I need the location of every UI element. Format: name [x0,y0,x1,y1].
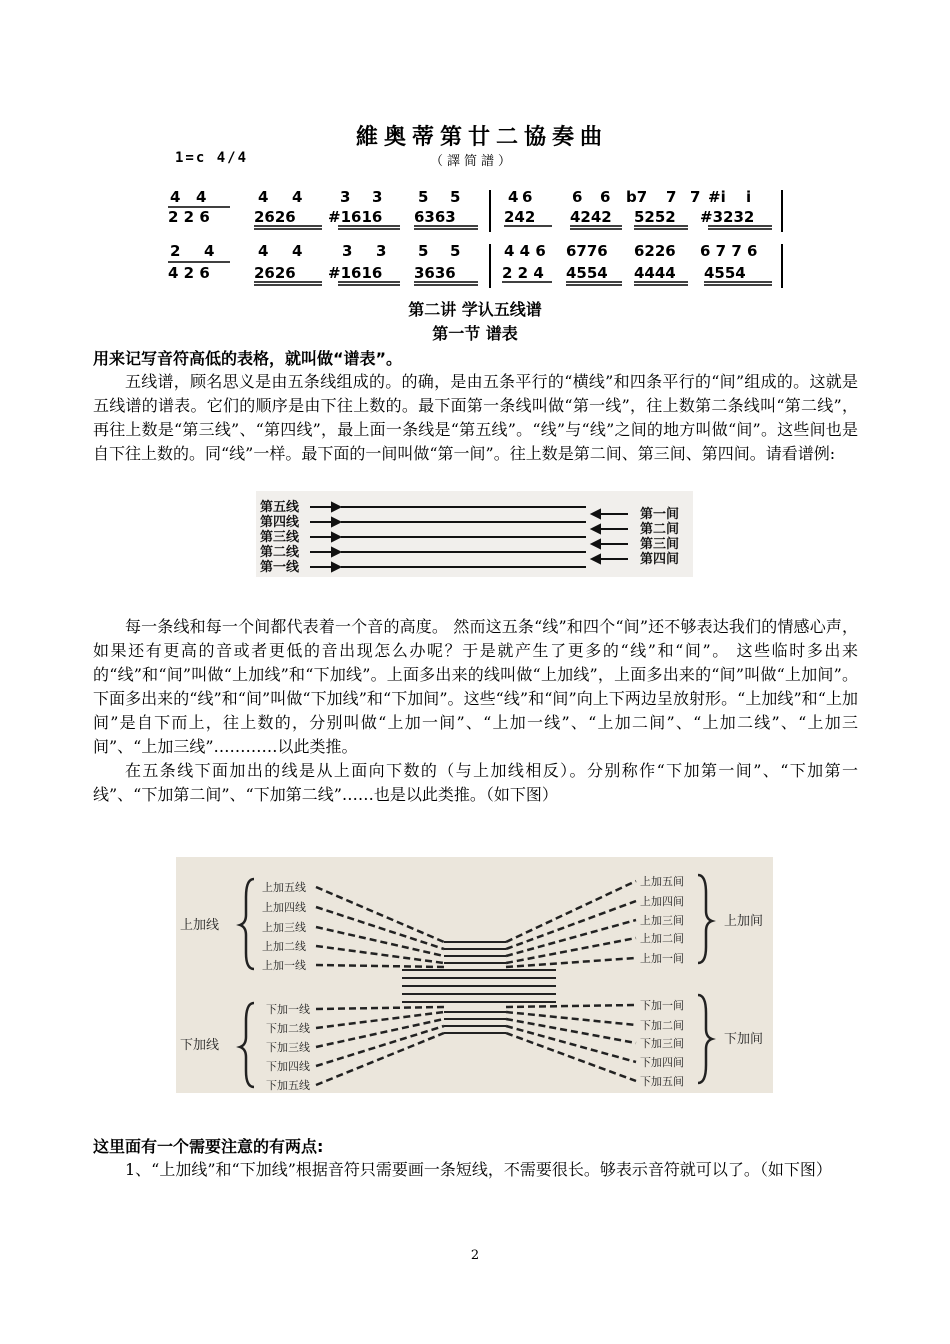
lower-line-labels [266,1002,310,1092]
staff-line-label: 第三线 [260,530,300,545]
staff-space-label: 第二间 [640,522,680,537]
staff-space-labels [640,506,679,567]
ledger-label: 上加五线 [262,881,306,894]
score-group: 6363 [414,208,456,226]
score-note: 6226 [634,242,676,260]
paragraph-text: 每一条线和每一个间都代表着一个音的高度。 然而这五条“线”和四个“间”还不够表达我们的情感心声，如果还有更高的音或者更低的音出现怎么办呢？于是就产生了更多的“线”和“间”。 这些临时多出来的“线”和“间”叫做“上加线”和“下加线”。上面多出来的线叫做“上加线”，上面多出来的“间”叫做“上加间”。下面多出来的“线”和“间”叫做“下加线”和“下加间”。这些“线”和“间”向上下两边呈放射形。“上加线”和“上加间”是自下而上，往上数的，分别叫做“上加一间”、“上加一线”、“上加二间”、“上加二线”、“上加三间”、“上加三线”…………以此类推。 [93,617,858,756]
upper-space-labels [640,874,684,965]
ledger-label: 下加三间 [640,1037,684,1050]
score-note: 3 [372,188,383,206]
row1-top-notes [170,188,751,206]
score-note: 5 [450,242,461,260]
staff-line-label: 第四线 [260,515,300,530]
upper-space-group-label: 上加间 [724,914,764,929]
ledger-label: 上加三线 [262,921,306,934]
score-group: 4 2 6 [168,264,210,282]
staff-space-label: 第三间 [640,537,680,552]
score-note: 4 [258,242,269,260]
staff-line-labels [260,499,300,575]
score-group: 5252 [634,208,676,226]
ledger-lines-diagram [176,857,773,1093]
ledger-label: 下加一线 [266,1003,310,1016]
score-note: 6 [522,188,533,206]
score-note: 6 7 7 6 [700,242,758,260]
score-note: 3 [376,242,387,260]
ledger-label: 上加四线 [262,901,306,914]
score-note: 4 [258,188,269,206]
score-note: b7 [626,188,648,206]
ledger-label: 上加二线 [262,940,306,953]
score-key-signature: 1=c 4/4 [175,150,249,166]
score-note: 7 [666,188,677,206]
ledger-label: 下加三线 [266,1041,310,1054]
ledger-label: 上加二间 [640,932,684,945]
section-heading: 第一节 谱表 [432,324,518,343]
score-group: #1616 [328,208,383,226]
lower-ledger-group-label: 下加线 [180,1038,220,1053]
ledger-label: 上加一线 [262,959,306,972]
score-note: 3 [340,188,351,206]
staff-space-label: 第四间 [640,552,680,567]
page-number: 2 [470,1248,480,1263]
score-note: 5 [450,188,461,206]
notes-heading: 这里面有一个需要注意的有两点: [93,1137,324,1156]
score-row-2 [160,238,795,294]
score-note: 4 4 6 [504,242,546,260]
lecture-heading: 第二讲 学认五线谱 [408,300,542,319]
score-note: 5 [418,242,429,260]
staff-line-label: 第一线 [260,560,300,575]
ledger-label: 下加四线 [266,1060,310,1073]
paragraph-text: 五线谱，顾名思义是由五条线组成的。的确，是由五条平行的“横线”和四条平行的“间”组成的。这就是五线谱的谱表。它们的顺序是由下往上数的。最下面第一条线叫做“第一线”，往上数第二条线叫“第二线”，再往上数是“第三线”、“第四线”，最上面一条线是“第五线”。“线”与“线”之间的地方叫做“间”。这些间也是自下往上数的。同“线”一样。最下面的一间叫做“第一间”。往上数是第二间、第三间、第四间。请看谱例: [93,372,858,463]
score-group: 2626 [254,264,296,282]
intro-definition: 用来记写音符高低的表格，就叫做“谱表”。 [93,349,403,368]
score-group: 4242 [570,208,612,226]
score-group: 4444 [634,264,676,282]
score-note: 5 [418,188,429,206]
score-note: 6 [572,188,583,206]
ledger-label: 下加四间 [640,1056,684,1069]
row2-groups [168,264,746,282]
note-1 [93,1158,858,1182]
score-note: 6 [600,188,611,206]
paragraph-ledger-lines [93,615,858,807]
score-note: 6776 [566,242,608,260]
paragraph-five-lines [93,370,858,466]
score-group: 2 2 4 [502,264,544,282]
score-group: 4554 [566,264,608,282]
score-note: i [746,188,752,206]
ledger-label: 上加三间 [640,914,684,927]
score-group: 242 [504,208,536,226]
score-subtitle: （譯简譜） [430,154,516,169]
score-note: 4 [292,242,303,260]
score-group: #1616 [328,264,383,282]
ledger-label: 上加四间 [640,895,684,908]
score-group: 4554 [704,264,746,282]
score-row-1 [160,182,795,238]
score-group: 2 2 6 [168,208,210,226]
row1-groups [168,208,754,226]
score-note: 4 [170,188,181,206]
score-note: 4 [196,188,207,206]
score-note: 7 [690,188,701,206]
score-note: #i [708,188,726,206]
upper-ledger-group-label: 上加线 [180,918,220,933]
lower-space-labels [640,998,684,1088]
staff-line-label: 第二线 [260,545,300,560]
staff-diagram [256,491,693,577]
ledger-label: 下加一间 [640,999,684,1012]
staff-line-label: 第五线 [260,500,300,515]
score-note: 2 [170,242,181,260]
score-note: 3 [342,242,353,260]
lower-space-group-label: 下加间 [724,1032,764,1047]
ledger-label: 上加一间 [640,952,684,965]
score-note: 4 [292,188,303,206]
staff-space-label: 第一间 [640,507,680,522]
ledger-label: 下加二线 [266,1022,310,1035]
ledger-label: 下加五线 [266,1079,310,1092]
ledger-label: 上加五间 [640,875,684,888]
ledger-label: 下加五间 [640,1075,684,1088]
ledger-label: 下加二间 [640,1019,684,1032]
row2-top-notes [170,242,757,260]
score-group: 3636 [414,264,456,282]
paragraph-text: 在五条线下面加出的线是从上面向下数的（与上加线相反）。分别称作“下加第一间”、“下加第一线”、“下加第二间”、“下加第二线”……也是以此类推。（如下图） [93,761,858,804]
score-note: 4 [204,242,215,260]
paragraph-text: 1、“上加线”和“下加线”根据音符只需要画一条短线，不需要很长。够表示音符就可以了。（如下图） [125,1160,832,1179]
score-group: 2626 [254,208,296,226]
score-group: #3232 [700,208,755,226]
upper-line-labels [262,880,306,972]
score-title: 維奥蒂第廿二協奏曲 [356,125,609,150]
score-note: 4 [508,188,519,206]
